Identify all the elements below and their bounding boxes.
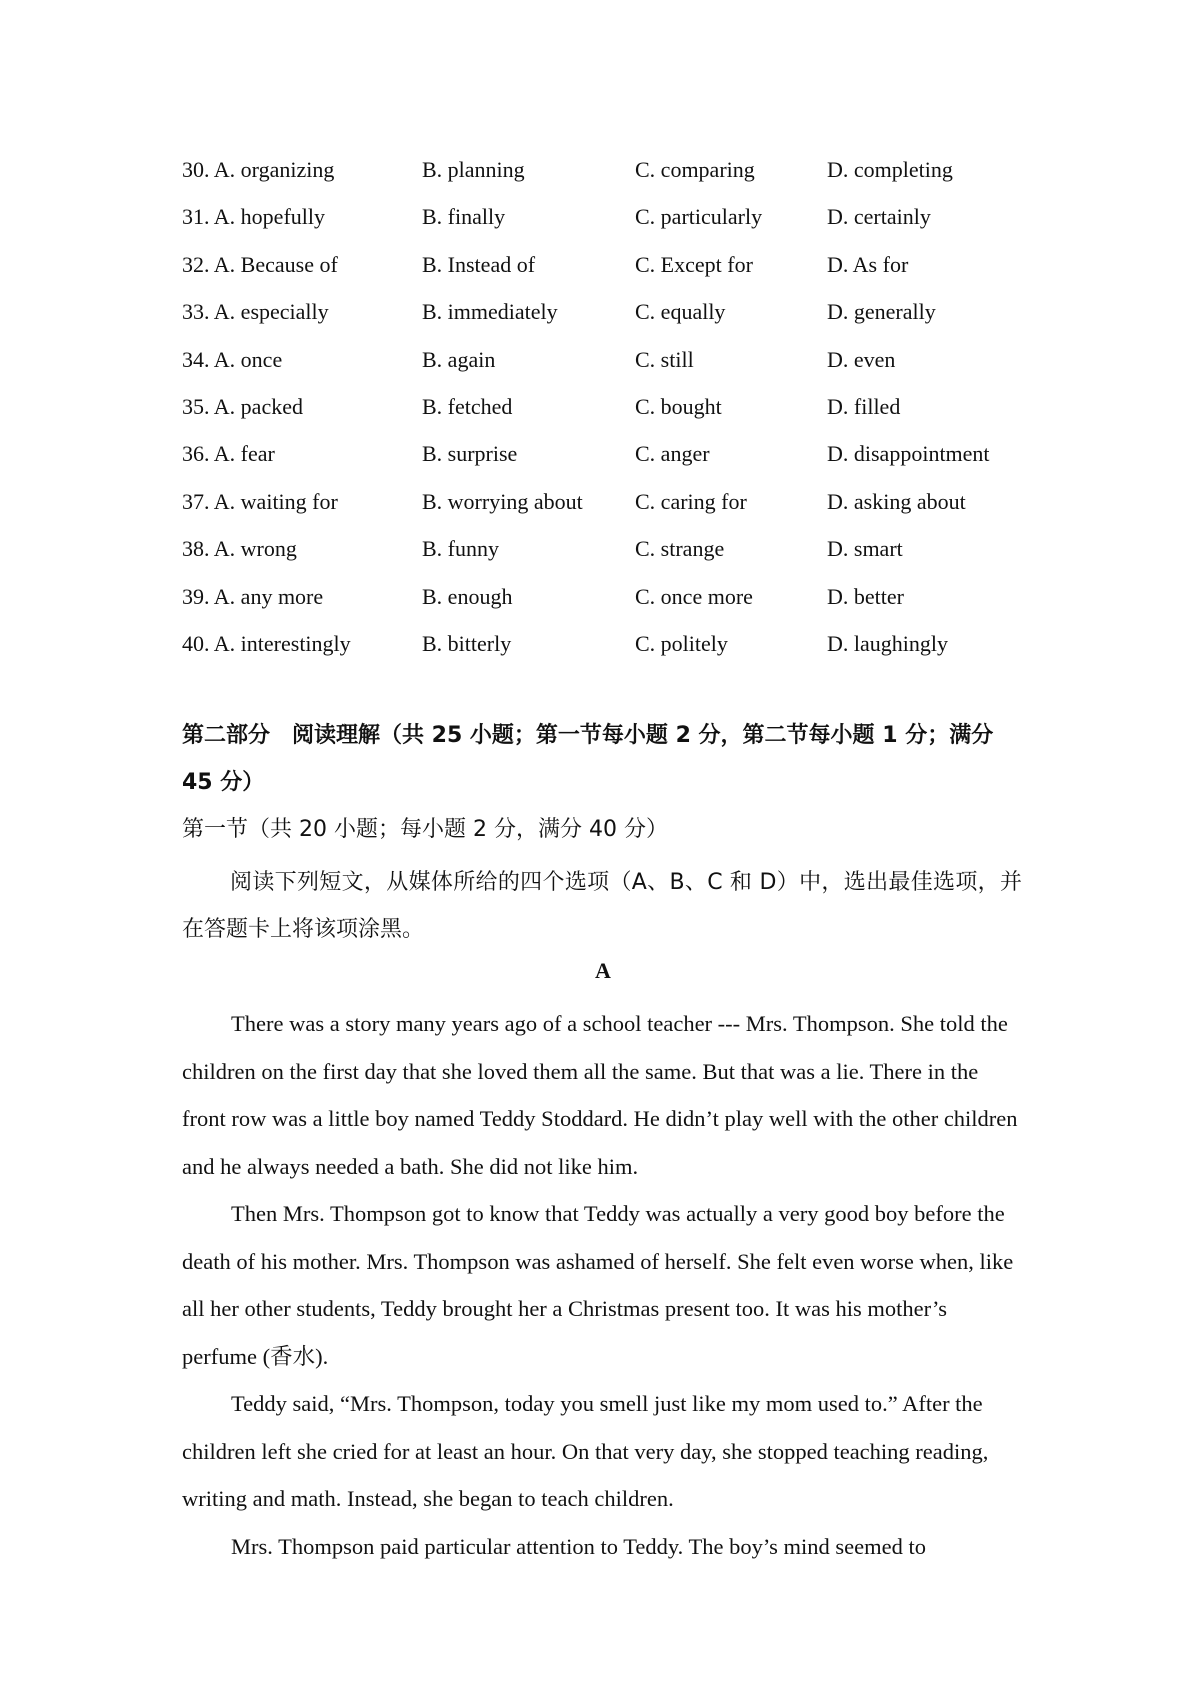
- option-b: B. Instead of: [422, 251, 536, 277]
- option-d: D. As for: [827, 251, 909, 277]
- option-row: [182, 197, 1042, 244]
- option-d: D. certainly: [827, 204, 931, 230]
- subsection-heading: 第一节（共 20 小题；每小题 2 分，满分 40 分）: [182, 817, 668, 842]
- option-c: C. Except for: [635, 251, 753, 277]
- option-b: B. bitterly: [422, 630, 512, 656]
- option-b: B. finally: [422, 204, 506, 230]
- option-row: [182, 577, 1042, 624]
- option-b: B. enough: [422, 583, 513, 609]
- option-row: [182, 387, 1042, 434]
- option-c: C. bought: [635, 393, 722, 419]
- option-d: D. asking about: [827, 488, 966, 514]
- option-a: 33. A. especially: [182, 299, 329, 325]
- option-row: [182, 482, 1042, 529]
- option-a: 39. A. any more: [182, 583, 324, 609]
- passage-paragraph: Teddy said, “Mrs. Thompson, today you smell just like my mom used to.” After the children left she cried for at least an hour. On that very day, she stopped teaching reading, writing and math. Instead, she began to teach children.: [182, 1391, 989, 1511]
- option-c: C. once more: [635, 583, 753, 609]
- option-b: B. immediately: [422, 299, 558, 325]
- option-c: C. particularly: [635, 204, 763, 230]
- option-a: 34. A. once: [182, 346, 283, 372]
- option-c: C. strange: [635, 536, 725, 562]
- option-d: D. completing: [827, 157, 953, 182]
- option-d: D. filled: [827, 393, 901, 419]
- option-a: 40. A. interestingly: [182, 630, 351, 656]
- option-row: [182, 292, 1042, 339]
- option-a: 30. A. organizing: [182, 157, 335, 182]
- option-b: B. worrying about: [422, 488, 583, 514]
- option-d: D. generally: [827, 299, 936, 325]
- option-row: [182, 624, 1042, 671]
- option-row: [182, 150, 1042, 197]
- passage-paragraph: There was a story many years ago of a school teacher --- Mrs. Thompson. She told the children on the first day that she loved them all the same. But that was a lie. There in the front row was a little boy named Teddy Stoddard. He didn’t play well with the other children and he always needed a bath. She did not like him.: [182, 1011, 1018, 1179]
- option-d: D. even: [827, 346, 896, 372]
- option-d: D. better: [827, 583, 904, 609]
- passage-paragraph: Then Mrs. Thompson got to know that Teddy was actually a very good boy before the death of his mother. Mrs. Thompson was ashamed of herself. She felt even worse when, like all her other students, Teddy brought her a Christmas present too. It was his mother’s perfume (香水).: [182, 1201, 1014, 1369]
- option-row: [182, 340, 1042, 387]
- option-row: [182, 245, 1042, 292]
- option-a: 36. A. fear: [182, 441, 275, 467]
- passage-paragraph: Mrs. Thompson paid particular attention to Teddy. The boy’s mind seemed to: [231, 1533, 926, 1559]
- option-c: C. politely: [635, 630, 728, 656]
- option-a: 38. A. wrong: [182, 536, 297, 562]
- instructions-text: 阅读下列短文，从媒体所给的四个选项（A、B、C 和 D）中，选出最佳选项，并在答题卡上将该项涂黑。: [182, 870, 1022, 942]
- option-b: B. funny: [422, 536, 499, 562]
- option-b: B. surprise: [422, 441, 518, 467]
- option-a: 31. A. hopefully: [182, 204, 325, 230]
- option-d: D. disappointment: [827, 441, 990, 467]
- option-row: [182, 434, 1042, 481]
- option-row: [182, 529, 1042, 576]
- passage-label: A: [595, 958, 611, 983]
- reading-passage: [182, 1000, 1024, 1570]
- answer-options-list: [182, 150, 1042, 671]
- section-heading: 第二部分 阅读理解（共 25 小题；第一节每小题 2 分，第二节每小题 1 分；满分 45 分）: [182, 723, 994, 795]
- option-c: C. caring for: [635, 488, 747, 514]
- option-c: C. anger: [635, 441, 710, 467]
- option-a: 32. A. Because of: [182, 251, 338, 277]
- option-d: D. smart: [827, 536, 903, 562]
- option-a: 35. A. packed: [182, 393, 303, 419]
- option-b: B. again: [422, 346, 496, 372]
- option-b: B. fetched: [422, 393, 513, 419]
- option-b: B. planning: [422, 157, 525, 182]
- option-d: D. laughingly: [827, 630, 948, 656]
- option-c: C. still: [635, 346, 694, 372]
- option-c: C. equally: [635, 299, 726, 325]
- option-a: 37. A. waiting for: [182, 488, 338, 514]
- option-c: C. comparing: [635, 157, 755, 182]
